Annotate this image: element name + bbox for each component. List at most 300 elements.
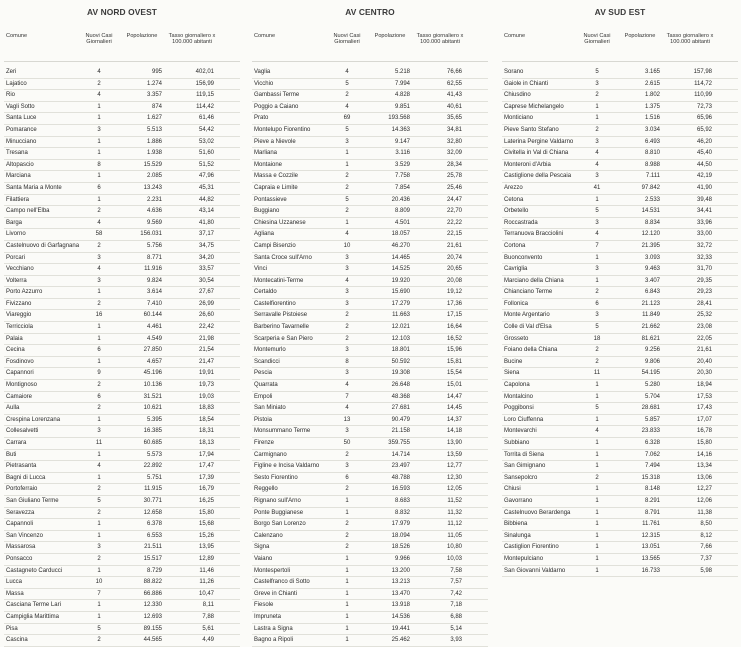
cell-comune: Scandicci [254,358,280,365]
cell-comune: Fiesole [254,602,274,609]
table-row [4,183,240,195]
cell-popolazione: 13.918 [391,602,410,609]
cell-tasso: 33,96 [696,219,712,226]
cell-tasso: 21,47 [198,358,214,365]
cell-nuovi-casi: 4 [345,405,349,412]
table-row [4,218,240,230]
cell-tasso: 46,20 [696,138,712,145]
cell-nuovi-casi: 1 [345,637,349,644]
cell-popolazione: 1.886 [146,138,162,145]
cell-nuovi-casi: 2 [595,289,599,296]
cell-popolazione: 5.756 [146,242,162,249]
cell-tasso: 15,26 [198,532,214,539]
cell-nuovi-casi: 18 [593,335,601,342]
table-row [502,183,738,195]
cell-popolazione: 10.621 [143,405,162,412]
cell-popolazione: 4.636 [146,208,162,215]
cell-tasso: 32,33 [696,254,712,261]
cell-comune: Tresana [6,150,28,157]
cell-tasso: 14,16 [696,451,712,458]
cell-comune: Cortona [504,242,526,249]
cell-nuovi-casi: 1 [595,509,599,516]
cell-tasso: 11,26 [199,579,214,586]
cell-comune: Lastra a Signa [254,625,293,632]
table-row [502,67,738,79]
cell-comune: Figline e Incisa Valdarno [254,463,320,470]
table-row [252,635,488,647]
cell-tasso: 21,54 [198,347,214,354]
cell-tasso: 62,55 [446,80,462,87]
cell-nuovi-casi: 1 [595,277,599,284]
table-row [502,287,738,299]
table-row [4,484,240,496]
table-row [502,229,738,241]
cell-tasso: 15,54 [446,370,462,377]
cell-popolazione: 7.854 [394,184,410,191]
table-row [252,450,488,462]
cell-tasso: 7,66 [700,544,712,551]
table-row [502,125,738,137]
cell-comune: Castelfranco di Sotto [254,579,310,586]
table-row [502,508,738,520]
cell-nuovi-casi: 2 [345,521,349,528]
cell-popolazione: 5.857 [644,416,660,423]
cell-popolazione: 5.395 [146,416,162,423]
cell-popolazione: 6.378 [146,521,162,528]
cell-nuovi-casi: 1 [595,115,599,122]
cell-tasso: 13,34 [696,463,712,470]
table-row [502,276,738,288]
table-header [4,19,240,62]
cell-tasso: 15,68 [198,521,214,528]
cell-nuovi-casi: 2 [97,80,101,87]
cell-nuovi-casi: 1 [97,521,101,528]
cell-popolazione: 8.809 [394,208,410,215]
cell-popolazione: 17.979 [391,521,410,528]
cell-popolazione: 19.441 [391,625,410,632]
cell-popolazione: 3.116 [395,150,410,157]
cell-tasso: 11,12 [447,521,462,528]
cell-tasso: 29,23 [696,289,712,296]
table-row [4,473,240,485]
table-row [252,438,488,450]
cell-nuovi-casi: 58 [95,231,103,238]
cell-comune: Marliana [254,150,278,157]
cell-comune: Livorno [6,231,26,238]
cell-popolazione: 2.533 [644,196,660,203]
cell-comune: Terricciola [6,324,34,331]
cell-tasso: 17,94 [198,451,214,458]
cell-tasso: 27,67 [198,289,214,296]
cell-comune: Sorano [504,69,524,75]
cell-popolazione: 3.407 [644,277,660,284]
cell-tasso: 20,40 [696,358,712,365]
cell-popolazione: 8.834 [644,219,660,226]
cell-nuovi-casi: 3 [345,428,349,435]
cell-comune: Sinalunga [504,532,531,539]
cell-tasso: 10,03 [446,555,462,562]
cell-comune: Bibbiena [504,521,528,528]
cell-comune: Caprese Michelangelo [504,103,564,110]
cell-nuovi-casi: 1 [595,555,599,562]
cell-nuovi-casi: 2 [345,544,349,551]
table-row [252,600,488,612]
cell-tasso: 22,70 [446,208,462,215]
cell-comune: Monteroni d'Arbia [504,161,551,168]
table-row [252,148,488,160]
cell-tasso: 17,47 [198,463,214,470]
cell-tasso: 25,46 [446,184,462,191]
table-row [4,276,240,288]
cell-tasso: 45,40 [696,150,712,157]
cell-nuovi-casi: 2 [345,324,349,331]
cell-comune: Torrita di Siena [504,451,545,458]
cell-nuovi-casi: 2 [345,184,349,191]
cell-nuovi-casi: 2 [345,208,349,215]
cell-comune: Montevarchi [504,428,537,435]
cell-nuovi-casi: 5 [345,196,349,203]
cell-popolazione: 27.850 [143,347,162,354]
table-row [502,392,738,404]
cell-comune: Pescia [254,370,273,377]
cell-nuovi-casi: 5 [595,208,599,215]
cell-nuovi-casi: 1 [97,196,101,203]
cell-comune: Aulla [6,405,20,412]
cell-tasso: 10,80 [446,544,462,551]
cell-nuovi-casi: 41 [593,184,601,191]
cell-tasso: 33,57 [198,266,214,273]
table-row [502,519,738,531]
cell-tasso: 34,75 [198,242,214,249]
cell-nuovi-casi: 5 [97,497,101,504]
cell-nuovi-casi: 3 [345,347,349,354]
table-row [4,253,240,265]
cell-nuovi-casi: 13 [343,416,351,423]
table-row [252,612,488,624]
cell-tasso: 26,99 [198,300,214,307]
cell-tasso: 3,93 [450,637,462,644]
cell-comune: Porto Azzurro [6,289,43,296]
table-row [252,426,488,438]
cell-popolazione: 5.218 [394,69,410,75]
cell-popolazione: 25.462 [391,637,410,644]
cell-comune: Filattiera [6,196,30,203]
table-row [252,577,488,589]
table-row [252,310,488,322]
cell-popolazione: 18.057 [391,231,410,238]
cell-popolazione: 1.938 [146,150,162,157]
cell-popolazione: 193.568 [388,115,410,122]
cell-tasso: 12,89 [198,555,214,562]
table-row [502,357,738,369]
table-row [502,473,738,485]
table-body [4,67,240,647]
cell-popolazione: 4.657 [146,358,162,365]
cell-tasso: 22,15 [446,231,462,238]
panel-av-sud-est [502,0,738,577]
cell-tasso: 42,19 [696,173,712,180]
table-row [502,218,738,230]
table-row [4,461,240,473]
cell-nuovi-casi: 1 [595,451,599,458]
table-row [252,264,488,276]
cell-comune: Foiano della Chiana [504,347,558,354]
cell-nuovi-casi: 1 [345,555,349,562]
cell-tasso: 21,61 [446,242,462,249]
cell-tasso: 12,27 [696,486,712,493]
cell-comune: Capolona [504,382,530,389]
cell-comune: Agliana [254,231,275,238]
cell-nuovi-casi: 3 [595,266,599,273]
cell-nuovi-casi: 8 [97,161,101,168]
cell-tasso: 34,20 [198,254,214,261]
cell-tasso: 11,38 [697,509,712,516]
cell-tasso: 28,41 [696,300,712,307]
cell-comune: Ponte Buggianese [254,509,304,516]
cell-tasso: 45,31 [198,184,214,191]
table-row [4,600,240,612]
cell-popolazione: 9.851 [394,103,410,110]
table-row [4,334,240,346]
cell-nuovi-casi: 3 [345,300,349,307]
table-row [502,415,738,427]
cell-tasso: 15,80 [198,509,214,516]
cell-nuovi-casi: 6 [97,184,101,191]
table-row [252,183,488,195]
cell-popolazione: 21.662 [641,324,660,331]
cell-nuovi-casi: 2 [97,555,101,562]
cell-tasso: 156,99 [195,80,214,87]
panel-title: AV SUD EST [594,7,646,17]
cell-comune: Siena [504,370,520,377]
cell-comune: Montalcino [504,393,534,400]
cell-popolazione: 4.501 [394,219,410,226]
cell-tasso: 6,88 [450,613,462,620]
cell-popolazione: 23.497 [391,463,410,470]
cell-popolazione: 5.751 [146,474,162,481]
cell-popolazione: 13.470 [391,590,410,597]
cell-comune: San Vincenzo [6,532,43,539]
cell-nuovi-casi: 2 [595,126,599,133]
cell-tasso: 32,80 [446,138,462,145]
cell-tasso: 402,01 [195,69,214,75]
cell-comune: Palaia [6,335,23,342]
cell-popolazione: 6.328 [644,440,660,446]
table-row [252,276,488,288]
cell-nuovi-casi: 3 [97,277,101,284]
cell-nuovi-casi: 3 [595,138,599,145]
table-row [252,195,488,207]
header-popolazione: Popolazione [624,33,656,39]
cell-tasso: 16,79 [198,486,214,493]
cell-popolazione: 48.788 [391,474,410,481]
cell-tasso: 114,42 [196,103,214,110]
cell-comune: Scarperia e San Piero [254,335,313,342]
cell-nuovi-casi: 1 [595,416,599,423]
cell-nuovi-casi: 3 [345,266,349,273]
cell-tasso: 15,01 [446,382,462,389]
table-row [4,113,240,125]
cell-popolazione: 54.195 [641,370,660,377]
cell-tasso: 54,42 [198,126,214,133]
cell-nuovi-casi: 4 [595,428,599,435]
cell-popolazione: 7.994 [394,80,410,87]
table-row [252,473,488,485]
cell-tasso: 11,46 [199,567,214,574]
cell-popolazione: 20.436 [391,196,410,203]
table-row [502,345,738,357]
cell-popolazione: 21.395 [641,242,660,249]
cell-popolazione: 3.034 [644,126,660,133]
cell-comune: Vecchiano [6,266,34,273]
cell-nuovi-casi: 1 [97,289,101,296]
cell-tasso: 8,11 [202,602,214,609]
cell-comune: Chiesina Uzzanese [254,219,306,226]
cell-tasso: 44,82 [198,196,214,203]
cell-tasso: 12,05 [446,486,462,493]
cell-comune: Bagni di Lucca [6,474,46,481]
cell-popolazione: 874 [151,103,162,110]
cell-popolazione: 31.521 [143,393,162,400]
cell-nuovi-casi: 4 [595,231,599,238]
table-row [4,612,240,624]
table-row [252,137,488,149]
cell-nuovi-casi: 1 [97,150,101,157]
cell-comune: Montignoso [6,382,38,389]
cell-nuovi-casi: 50 [343,440,351,446]
cell-tasso: 21,98 [198,335,214,342]
cell-nuovi-casi: 1 [595,532,599,539]
table-row [502,496,738,508]
cell-nuovi-casi: 2 [345,532,349,539]
cell-popolazione: 9.824 [146,277,162,284]
table-row [502,148,738,160]
cell-nuovi-casi: 2 [595,358,599,365]
cell-popolazione: 12.693 [143,613,162,620]
cell-nuovi-casi: 1 [97,358,101,365]
cell-popolazione: 15.690 [391,289,410,296]
cell-popolazione: 18.801 [391,347,410,354]
table-row [4,577,240,589]
header-nuovi-casi: Nuovi Casi Giornalieri [333,33,361,46]
cell-comune: Massa [6,590,24,597]
cell-nuovi-casi: 16 [95,312,103,319]
cell-comune: Montaione [254,161,283,168]
cell-popolazione: 28.681 [641,405,660,412]
cell-tasso: 4,49 [202,637,214,644]
table-header [502,19,738,62]
cell-comune: Pistoia [254,416,273,423]
cell-comune: Gambassi Terme [254,92,300,99]
cell-popolazione: 2.085 [146,173,162,180]
cell-nuovi-casi: 1 [345,590,349,597]
cell-nuovi-casi: 1 [595,440,599,446]
cell-popolazione: 359.755 [388,440,410,446]
cell-tasso: 53,02 [198,138,214,145]
cell-tasso: 31,70 [696,266,712,273]
table-row [252,380,488,392]
cell-comune: Capraia e Limite [254,184,298,191]
cell-tasso: 30,54 [198,277,214,284]
cell-nuovi-casi: 3 [97,254,101,261]
cell-nuovi-casi: 4 [595,150,599,157]
header-tasso: Tasso giornaliero x 100.000 abitanti [666,33,714,46]
cell-popolazione: 16.593 [391,486,410,493]
cell-popolazione: 22.892 [143,463,162,470]
cell-comune: Gaiole in Chianti [504,80,549,87]
cell-popolazione: 45.196 [143,370,162,377]
cell-nuovi-casi: 3 [97,544,101,551]
cell-popolazione: 19.308 [391,370,410,377]
cell-tasso: 23,08 [696,324,712,331]
cell-nuovi-casi: 3 [345,254,349,261]
table-row [502,137,738,149]
cell-comune: Buggiano [254,208,280,215]
cell-comune: Seravezza [6,509,35,516]
cell-tasso: 16,64 [446,324,462,331]
cell-popolazione: 7.062 [644,451,660,458]
table-row [4,635,240,647]
cell-tasso: 11,32 [447,509,462,516]
header-nuovi-casi: Nuovi Casi Giornalieri [583,33,611,46]
cell-tasso: 65,96 [696,115,712,122]
cell-popolazione: 46.270 [391,242,410,249]
cell-tasso: 20,65 [446,266,462,273]
cell-tasso: 19,73 [198,382,214,389]
table-row [502,542,738,554]
cell-nuovi-casi: 1 [345,625,349,632]
cell-popolazione: 13.051 [641,544,660,551]
cell-comune: Chiusi [504,486,521,493]
cell-nuovi-casi: 1 [97,324,101,331]
cell-comune: Ponsacco [6,555,33,562]
cell-popolazione: 15.529 [143,161,162,168]
cell-popolazione: 48.368 [391,393,410,400]
cell-comune: Marciana [6,173,31,180]
cell-nuovi-casi: 1 [97,138,101,145]
table-row [252,484,488,496]
cell-tasso: 14,18 [446,428,462,435]
table-row [252,79,488,91]
cell-nuovi-casi: 2 [595,474,599,481]
cell-tasso: 32,09 [446,150,462,157]
cell-popolazione: 8.729 [146,567,162,574]
cell-nuovi-casi: 2 [97,405,101,412]
cell-tasso: 17,36 [446,300,462,307]
cell-nuovi-casi: 2 [97,208,101,215]
table-row [502,426,738,438]
table-row [4,195,240,207]
cell-nuovi-casi: 1 [97,115,101,122]
cell-comune: Cetona [504,196,524,203]
table-row [252,519,488,531]
cell-comune: Grosseto [504,335,529,342]
cell-comune: San Giuliano Terme [6,497,59,504]
table-row [4,426,240,438]
table-row [252,531,488,543]
cell-popolazione: 12.330 [143,602,162,609]
cell-popolazione: 9.806 [644,358,660,365]
table-row [502,334,738,346]
cell-nuovi-casi: 5 [345,80,349,87]
cell-popolazione: 18.094 [391,532,410,539]
cell-tasso: 19,91 [198,370,214,377]
cell-comune: Castelnuovo Berardenga [504,509,571,516]
cell-nuovi-casi: 5 [595,405,599,412]
cell-nuovi-casi: 3 [345,138,349,145]
cell-nuovi-casi: 4 [345,231,349,238]
cell-nuovi-casi: 1 [97,451,101,458]
